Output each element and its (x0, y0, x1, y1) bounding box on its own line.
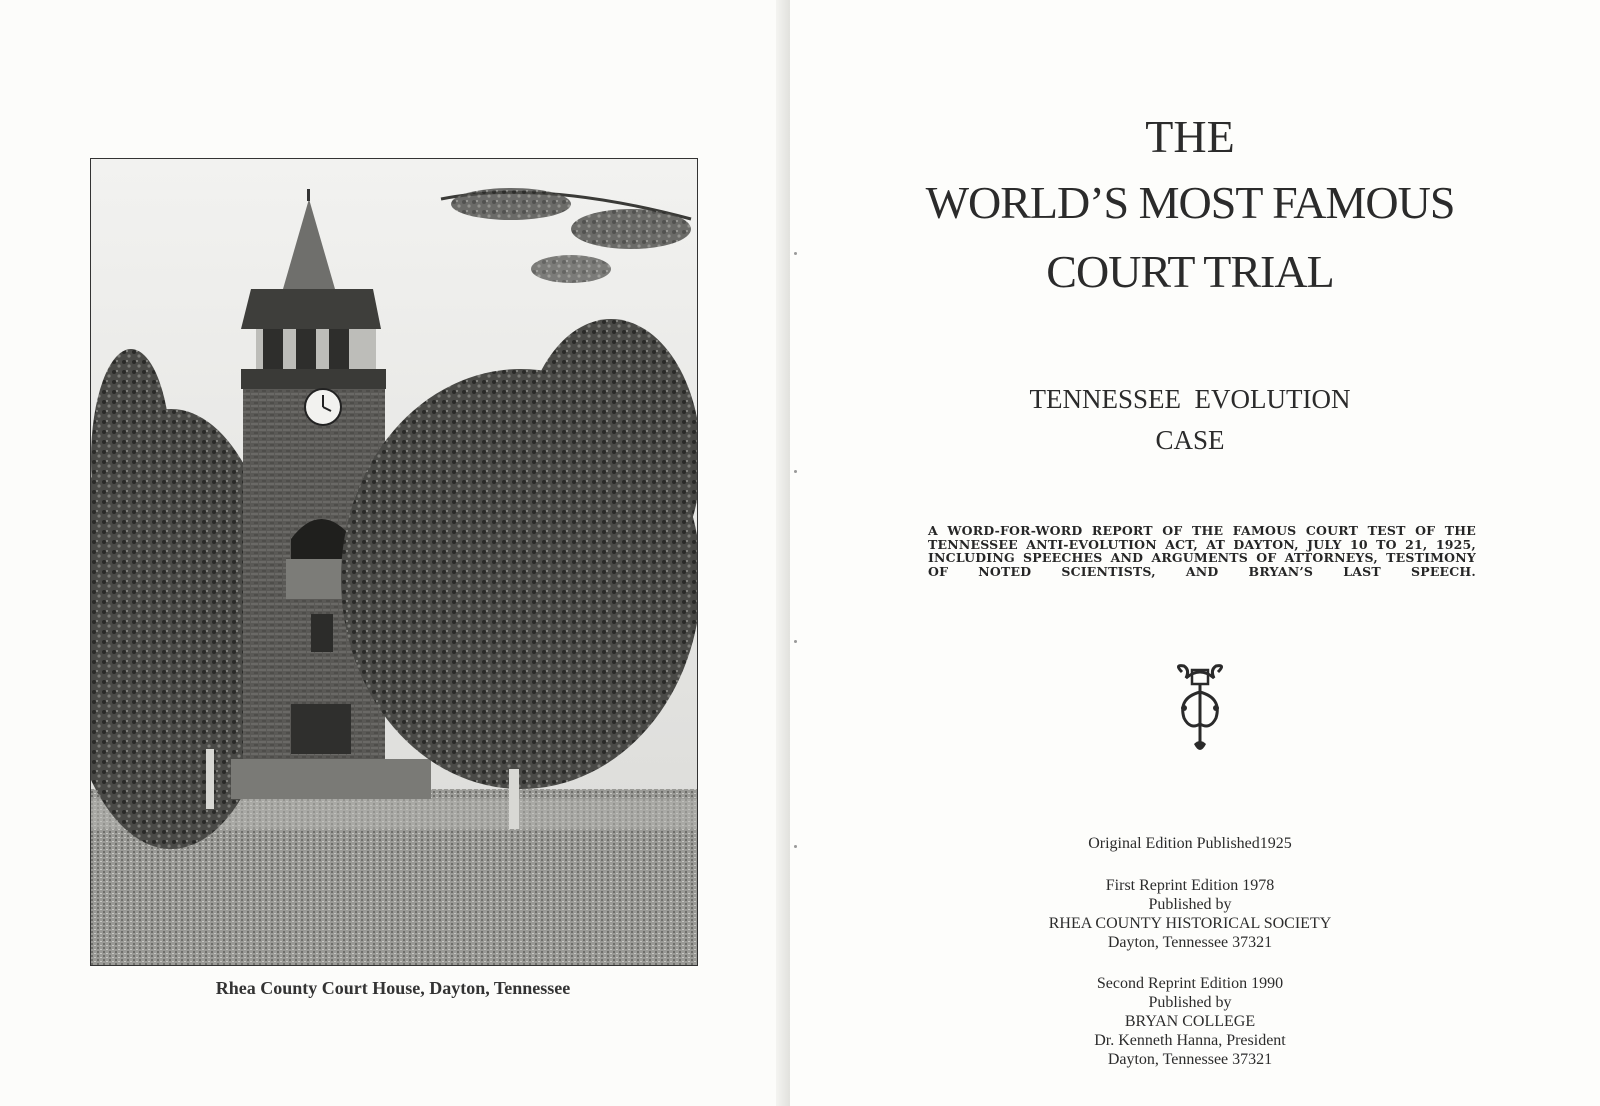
binding-mark (794, 640, 797, 643)
first-reprint-block (980, 876, 1400, 952)
first-reprint-location: Dayton, Tennessee 37321 (1107, 934, 1273, 951)
second-reprint-published-by: Published by (1148, 994, 1232, 1011)
second-reprint-block (980, 974, 1400, 1069)
courthouse-photo-icon (91, 159, 697, 965)
second-reprint-location: Dayton, Tennessee 37321 (1107, 1051, 1273, 1068)
description-paragraph: A WORD-FOR-WORD REPORT OF THE FAMOUS COURT TEST OF THE TENNESSEE ANTI-EVOLUTION ACT, AT DAYTON, JULY 10 TO 21, 1925, INCLUDING SPEECHES AND ARGUMENTS OF ATTORNEYS, TESTIMONY OF NOTED SCIENTISTS, AND BRYAN’S LAST SPEECH. (928, 523, 1476, 579)
first-reprint-published-by: Published by (1148, 896, 1232, 913)
binding-mark (794, 252, 797, 255)
left-page (0, 0, 790, 1106)
original-edition: Original Edition Published1925 (1088, 835, 1292, 852)
first-reprint-publisher: RHEA COUNTY HISTORICAL SOCIETY (1048, 915, 1332, 932)
second-reprint-publisher: BRYAN COLLEGE (1124, 1013, 1256, 1030)
second-reprint-person: Dr. Kenneth Hanna, President (1094, 1032, 1286, 1049)
title-line-1: THE (1145, 111, 1235, 162)
binding-mark (794, 845, 797, 848)
courthouse-photo (90, 158, 698, 966)
title-line-3: COURT TRIAL (1046, 246, 1334, 297)
first-reprint-edition: First Reprint Edition 1978 (1105, 877, 1275, 894)
subtitle-line-1: TENNESSEE EVOLUTION (1029, 384, 1351, 414)
photo-caption: Rhea County Court House, Dayton, Tennessee (215, 978, 571, 998)
second-reprint-edition: Second Reprint Edition 1990 (1096, 975, 1284, 992)
title-line-2: WORLD’S MOST FAMOUS (925, 177, 1455, 228)
binding-mark (794, 470, 797, 473)
decorative-ornament-icon (1170, 662, 1230, 758)
subtitle-line-2: CASE (1155, 425, 1225, 455)
